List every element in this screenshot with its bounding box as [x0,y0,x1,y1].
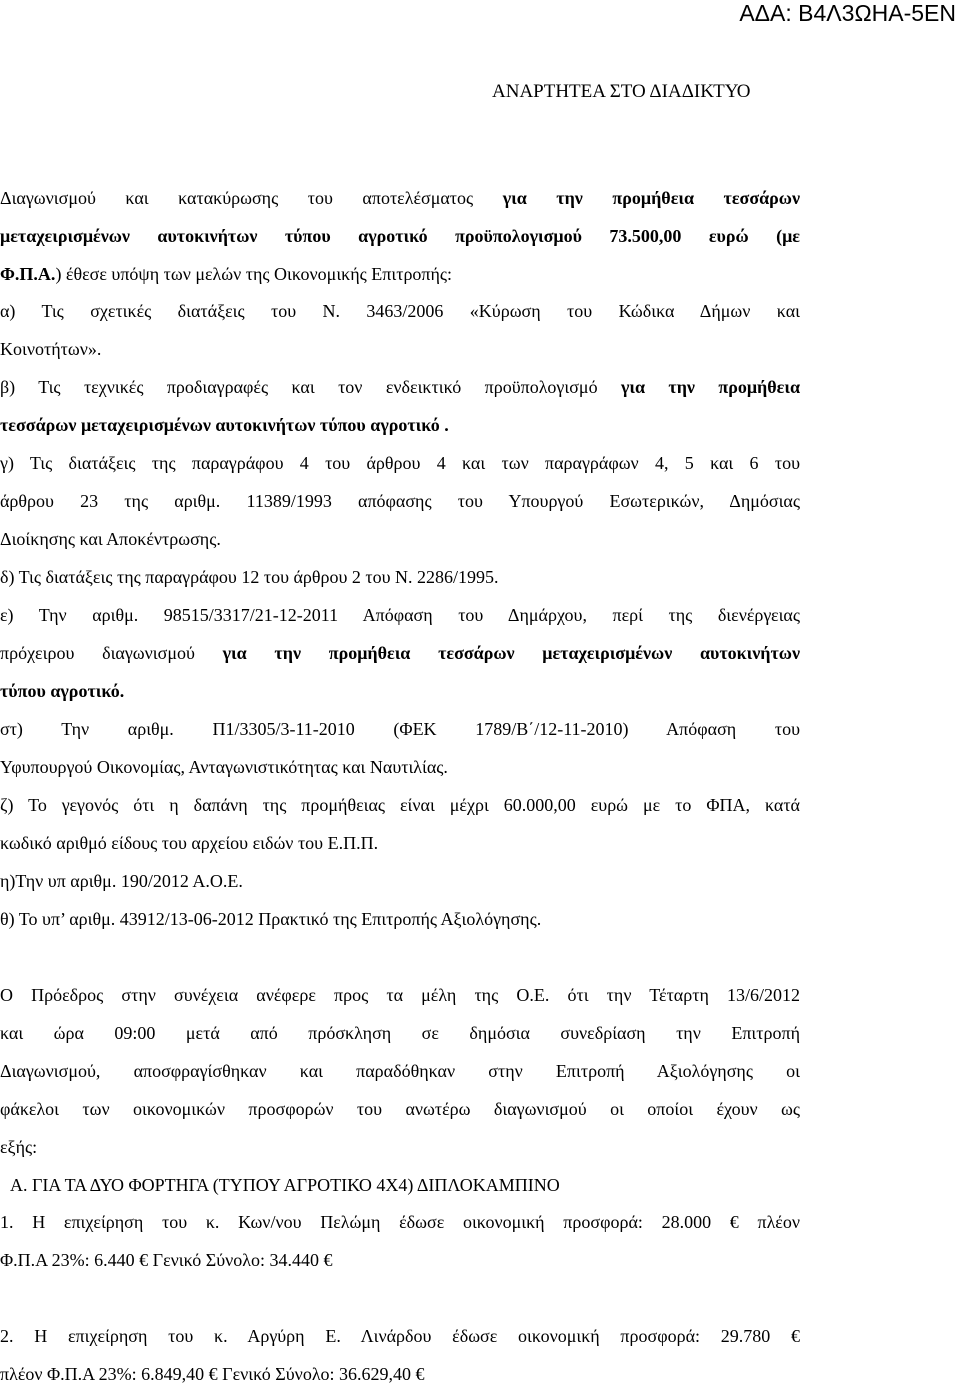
intro-line-1 [0,186,800,210]
president-line-2: και ώρα 09:00 μετά από πρόσκληση σε δημόσια συνεδρίαση την Επιτροπή [0,1023,800,1043]
item-e-text: πρόχειρου διαγωνισμού [0,643,223,663]
president-line-3: Διαγωνισμού, αποσφραγίσθηκαν και παραδόθηκαν στην Επιτροπή Αξιολόγησης οι [0,1061,800,1081]
item-b-text: β) Τις τεχνικές προδιαγραφές και τον ενδεικτικό προϋπολογισμό [0,377,621,397]
offer-2-line-2: πλέον Φ.Π.Α 23%: 6.849,40 € Γενικό Σύνολο: 36.629,40 € [0,1364,425,1384]
offer-1-line-2: Φ.Π.Α 23%: 6.440 € Γενικό Σύνολο: 34.440 € [0,1250,333,1270]
offer-1-line-1: 1. Η επιχείρηση του κ. Κων/νου Πελώμη έδωσε οικονομική προσφορά: 28.000 € πλέον [0,1212,800,1232]
president-line-5: εξής: [0,1137,38,1157]
intro-text: Διαγωνισμού και κατακύρωσης του αποτελέσματος [0,188,503,208]
item-d-line-1: δ) Τις διατάξεις της παραγράφου 12 του άρθρου 2 του Ν. 2286/1995. [0,567,499,587]
item-a-line-2: Κοινοτήτων». [0,339,102,359]
item-st-line-2: Υφυπουργού Οικονομίας, Ανταγωνιστικότητας και Ναυτιλίας. [0,757,448,777]
item-c-line-1: γ) Τις διατάξεις της παραγράφου 4 του άρθρου 4 και των παραγράφων 4, 5 και 6 του [0,453,800,473]
offer-2-line-1: 2. Η επιχείρηση του κ. Αργύρη Ε. Λινάρδου έδωσε οικονομική προσφορά: 29.780 € [0,1326,800,1346]
item-th-line-1: θ) Το υπ’ αριθμ. 43912/13-06-2012 Πρακτικό της Επιτροπής Αξιολόγησης. [0,909,542,929]
item-z-line-1: ζ) Το γεγονός ότι η δαπάνη της προμήθειας είναι μέχρι 60.000,00 ευρώ με το ΦΠΑ, κατά [0,795,800,815]
item-c-line-3: Διοίκησης και Αποκέντρωσης. [0,529,221,549]
item-z-line-2: κωδικό αριθμό είδους του αρχείου ειδών του Ε.Π.Π. [0,833,379,853]
intro-line-2: μεταχειρισμένων αυτοκινήτων τύπου αγροτικό προϋπολογισμού 73.500,00 ευρώ (με [0,226,800,246]
item-c-line-2: άρθρου 23 της αριθμ. 11389/1993 απόφασης του Υπουργού Εσωτερικών, Δημόσιας [0,491,800,511]
intro-line-3 [0,262,800,286]
item-e-line-3: τύπου αγροτικό. [0,681,125,701]
ada-code: ΑΔΑ: Β4Λ3ΩΗΑ-5ΕΝ [739,0,956,26]
item-h-line-1: η)Την υπ αριθμ. 190/2012 Α.Ο.Ε. [0,871,243,891]
intro-bold-fpa: Φ.Π.Α. [0,264,56,284]
president-line-4: φάκελοι των οικονομικών προσφορών του ανωτέρω διαγωνισμού οι οποίοι έχουν ως [0,1099,800,1119]
intro-bold: για την προμήθεια τεσσάρων [502,188,800,208]
item-e-bold: για την προμήθεια τεσσάρων μεταχειρισμένων αυτοκινήτων [222,643,800,663]
item-e-line-2 [0,641,800,665]
president-line-1: Ο Πρόεδρος στην συνέχεια ανέφερε προς τα μέλη της Ο.Ε. ότι την Τέταρτη 13/6/2012 [0,985,800,1005]
intro-text-2: ) έθεσε υπόψη των μελών της Οικονομικής Επιτροπής: [55,264,453,284]
item-b-bold: για την προμήθεια [620,377,800,397]
item-e-line-1: ε) Την αριθμ. 98515/3317/21-12-2011 Απόφαση του Δημάρχου, περί της διενέργειας [0,605,800,625]
page-title: ΑΝΑΡΤΗΤΕΑ ΣΤΟ ΔΙΑΔΙΚΤΥΟ [492,81,751,102]
item-st-line-1: στ) Την αριθμ. Π1/3305/3-11-2010 (ΦΕΚ 1789/Β΄/12-11-2010) Απόφαση του [0,719,800,739]
item-b-line-2: τεσσάρων μεταχειρισμένων αυτοκινήτων τύπου αγροτικό . [0,415,449,435]
section-a-heading: Α. ΓΙΑ ΤΑ ΔΥΟ ΦΟΡΤΗΓΑ (ΤΥΠΟΥ ΑΓΡΟΤΙΚΟ 4Χ4) ΔΙΠΛΟΚΑΜΠΙΝΟ [10,1175,560,1195]
item-a-line-1: α) Τις σχετικές διατάξεις του Ν. 3463/2006 «Κύρωση του Κώδικα Δήμων και [0,301,800,321]
item-b-line-1 [0,375,800,399]
